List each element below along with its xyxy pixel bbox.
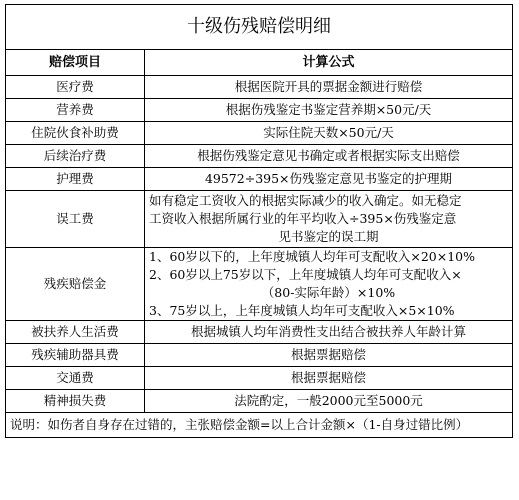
formula-line: 工资收入根据所属行业的年平均收入÷395×伤残鉴定意 [149, 211, 457, 226]
formula-line: 1、60岁以下的，上年度城镇人均年可支配收入×20×10% [149, 249, 475, 264]
compensation-table [5, 4, 513, 438]
row-formula-assistive-devices: 根据票据赔偿 [145, 344, 513, 367]
table-row [6, 191, 513, 248]
formula-line: 如有稳定工资收入的根据实际减少的收入确定。如无稳定 [149, 193, 462, 208]
row-item-lost-wages: 误工费 [6, 191, 145, 248]
compensation-sheet [5, 4, 512, 493]
note-row [6, 413, 513, 438]
title-row [6, 5, 513, 50]
row-formula-nursing: 49572÷395×伤残鉴定意见书鉴定的护理期 [145, 168, 513, 191]
row-formula-follow-up: 根据伤残鉴定意见书确定或者根据实际支出赔偿 [145, 145, 513, 168]
row-formula-disability [145, 248, 513, 321]
row-item-disability: 残疾赔偿金 [6, 248, 145, 321]
formula-line: 2、60岁以上75岁以下，上年度城镇人均年可支配收入× [149, 267, 462, 282]
formula-line: 3、75岁以上，上年度城镇人均年可支配收入×5×10% [149, 303, 455, 318]
table-row [6, 122, 513, 145]
row-formula-transport: 根据票据赔偿 [145, 367, 513, 390]
formula-line: （80-实际年龄）×10% [261, 285, 396, 300]
table-note: 说明：如伤者自身存在过错的，主张赔偿金额=以上合计金额×（1-自身过错比例） [6, 413, 513, 438]
formula-line: 见书鉴定的误工期 [278, 229, 379, 244]
row-item-dependents: 被扶养人生活费 [6, 321, 145, 344]
row-item-follow-up: 后续治疗费 [6, 145, 145, 168]
table-row [6, 168, 513, 191]
header-formula: 计算公式 [145, 50, 513, 76]
table-row [6, 99, 513, 122]
row-item-hospital-meals: 住院伙食补助费 [6, 122, 145, 145]
row-formula-mental-damages: 法院酌定，一般2000元至5000元 [145, 390, 513, 413]
table-title: 十级伤残赔偿明细 [6, 5, 513, 50]
row-item-nutrition: 营养费 [6, 99, 145, 122]
row-item-transport: 交通费 [6, 367, 145, 390]
table-row [6, 248, 513, 321]
row-item-medical: 医疗费 [6, 76, 145, 99]
table-row [6, 321, 513, 344]
row-item-assistive-devices: 残疾辅助器具费 [6, 344, 145, 367]
table-row [6, 145, 513, 168]
row-formula-lost-wages [145, 191, 513, 248]
header-row [6, 50, 513, 76]
row-item-mental-damages: 精神损失费 [6, 390, 145, 413]
row-formula-dependents: 根据城镇人均年消费性支出结合被扶养人年龄计算 [145, 321, 513, 344]
row-item-nursing: 护理费 [6, 168, 145, 191]
header-item: 赔偿项目 [6, 50, 145, 76]
table-row [6, 390, 513, 413]
row-formula-medical: 根据医院开具的票据金额进行赔偿 [145, 76, 513, 99]
table-row [6, 367, 513, 390]
table-row [6, 344, 513, 367]
table-row [6, 76, 513, 99]
row-formula-hospital-meals: 实际住院天数×50元/天 [145, 122, 513, 145]
row-formula-nutrition: 根据伤残鉴定书鉴定营养期×50元/天 [145, 99, 513, 122]
